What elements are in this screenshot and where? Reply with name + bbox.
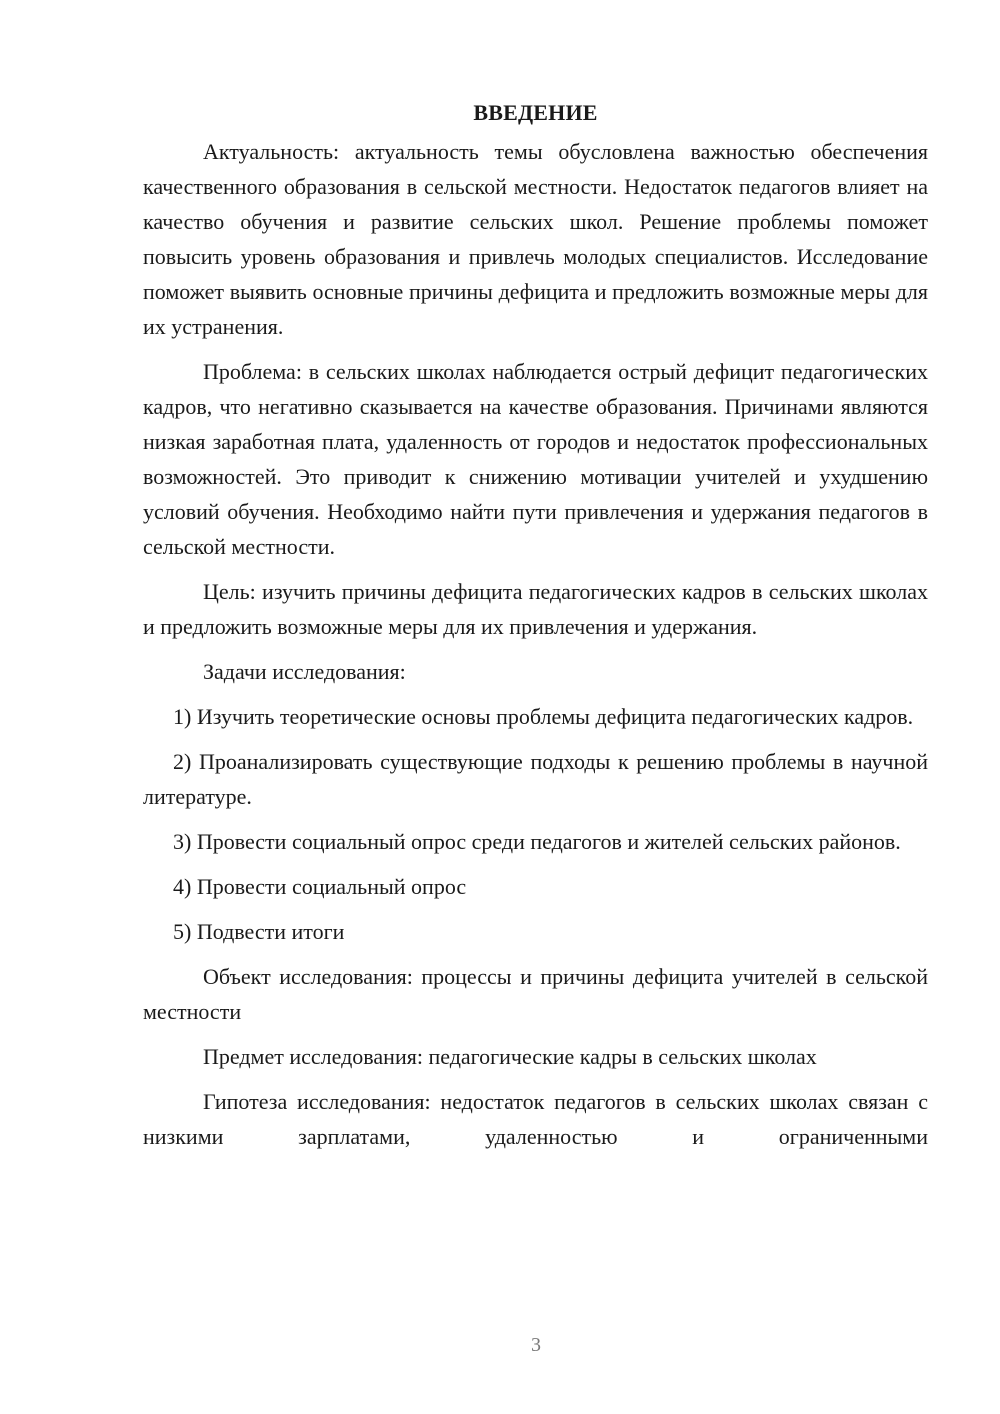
task-item-1: 1) Изучить теоретические основы проблемы дефицита педагогических кадров. [173, 704, 914, 729]
task-item-5: 5) Подвести итоги [173, 919, 345, 944]
page-number: 3 [531, 1334, 541, 1356]
page-title: ВВЕДЕНИЕ [473, 100, 598, 125]
task-item-3: 3) Провести социальный опрос среди педагогов и жителей сельских районов. [173, 829, 901, 854]
paragraph-object: Объект исследования: процессы и причины дефицита учителей в сельской местности [143, 964, 928, 1024]
paragraph-goal: Цель: изучить причины дефицита педагогических кадров в сельских школах и предложить возможные меры для их привлечения и удержания. [143, 579, 928, 639]
paragraph-problem: Проблема: в сельских школах наблюдается острый дефицит педагогических кадров, что негативно сказывается на качестве образования. Причинами являются низкая заработная плата, удаленность от городов и недостаток профессиональных возможностей. Это приводит к снижению мотивации учителей и ухудшению условий обучения. Необходимо найти пути привлечения и удержания педагогов в сельской местности. [143, 359, 928, 559]
task-item-4: 4) Провести социальный опрос [173, 874, 467, 899]
paragraph-hypothesis: Гипотеза исследования: недостаток педагогов в сельских школах связан с низкими зарплатами, удаленностью и ограниченными [143, 1089, 928, 1149]
document-page [143, 95, 928, 1164]
task-item-2: 2) Проанализировать существующие подходы к решению проблемы в научной литературе. [143, 749, 928, 809]
paragraph-tasks-heading: Задачи исследования: [203, 659, 406, 684]
paragraph-subject: Предмет исследования: педагогические кадры в сельских школах [203, 1044, 817, 1069]
paragraph-relevance: Актуальность: актуальность темы обусловлена важностью обеспечения качественного образования в сельской местности. Недостаток педагогов влияет на качество обучения и развитие сельских школ. Решение проблемы поможет повысить уровень образования и привлечь молодых специалистов. Исследование поможет выявить основные причины дефицита и предложить возможные меры для их устранения. [143, 139, 928, 339]
